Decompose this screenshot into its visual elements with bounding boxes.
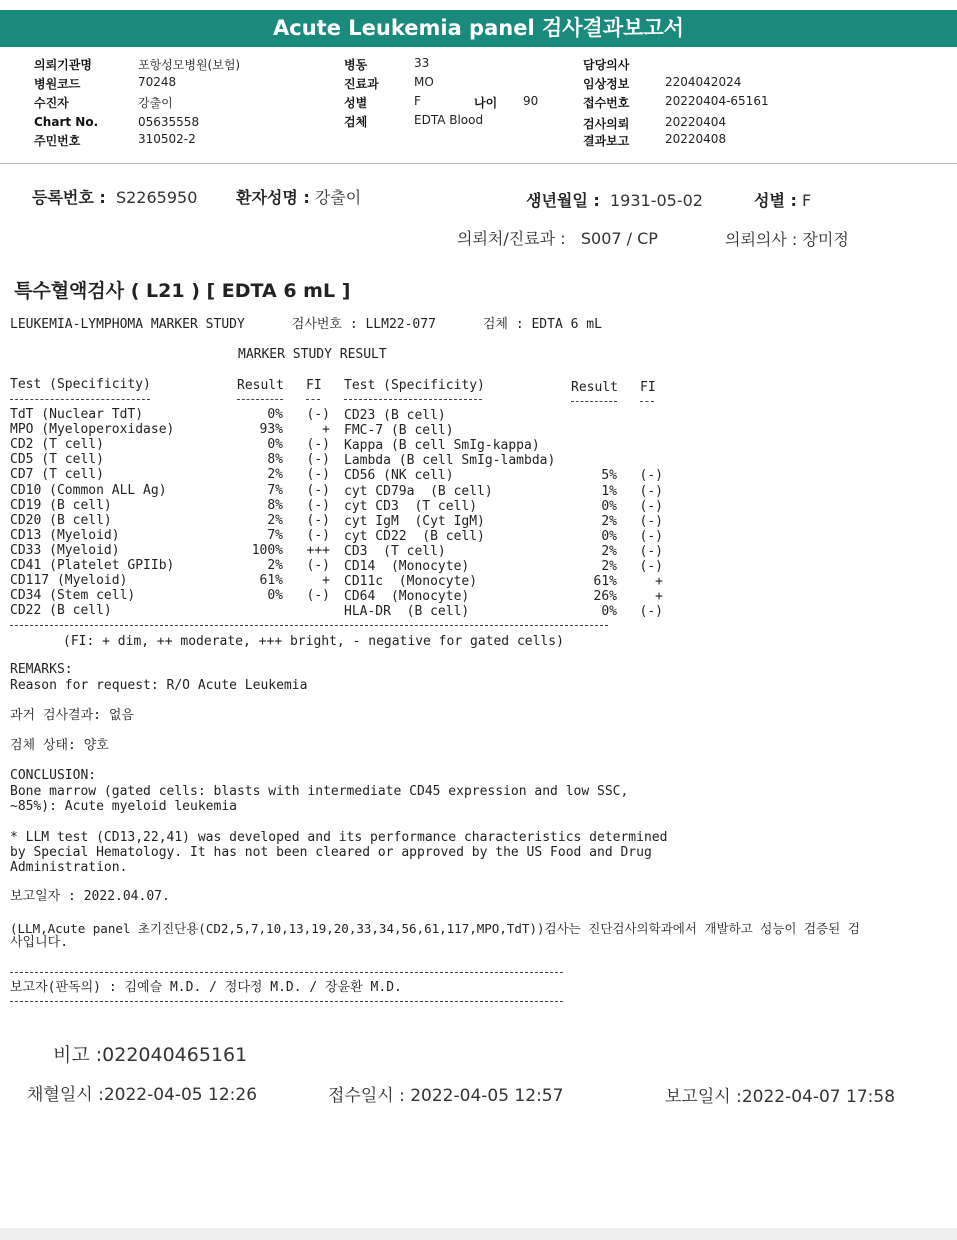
section-title: 특수혈액검사 ( L21 ) [ EDTA 6 mL ] <box>14 280 351 302</box>
result-report-value: 20220408 <box>665 132 727 146</box>
marker-result: 2% <box>601 543 617 559</box>
marker-test-name: HLA-DR (B cell) <box>344 604 470 620</box>
marker-fi: (-) <box>639 498 663 514</box>
collection-time-label: 채혈일시 : <box>27 1085 104 1105</box>
patient-name <box>236 185 361 208</box>
marker-test-name: cyt CD3 (T cell) <box>344 498 478 514</box>
marker-test-name: cyt IgM (Cyt IgM) <box>344 513 485 529</box>
receipt-time-value: 2022-04-05 12:57 <box>410 1086 564 1106</box>
marker-result: 0% <box>267 407 283 422</box>
marker-test-name: FMC-7 (B cell) <box>344 423 454 439</box>
header-underline <box>571 401 617 402</box>
marker-fi: (-) <box>306 452 330 468</box>
marker-fi: + <box>322 422 330 438</box>
order-info-header <box>0 47 957 164</box>
study-line: LEUKEMIA-LYMPHOMA MARKER STUDY 검사번호 : LLM22-077 검체 : EDTA 6 mL <box>10 317 602 332</box>
result-report-label: 결과보고 <box>583 134 630 148</box>
chart-no-label: Chart No. <box>34 115 99 129</box>
registration-no-label: 등록번호 : <box>32 188 106 207</box>
institution-value: 포항성모병원(보험) <box>138 58 241 72</box>
report-time <box>665 1082 895 1107</box>
marker-result: 7% <box>267 527 283 543</box>
marker-test-name: CD41 (Platelet GPIIb) <box>10 558 175 573</box>
table-divider <box>10 625 608 626</box>
marker-test-name: CD56 (NK cell) <box>344 468 454 484</box>
collection-time <box>27 1080 257 1105</box>
examinee-label: 수진자 <box>34 96 69 110</box>
marker-result: 2% <box>267 467 283 483</box>
memo-label: 비고 : <box>53 1044 103 1066</box>
examinee-value: 강출이 <box>138 96 173 110</box>
requesting-dept-label: 의뢰처/진료과 : <box>457 229 566 248</box>
marker-test-name: cyt CD22 (B cell) <box>344 528 485 544</box>
department-value: MO <box>414 75 434 89</box>
marker-fi: (-) <box>306 558 330 573</box>
patient-sex-value: F <box>801 191 812 210</box>
marker-fi: (-) <box>639 543 663 559</box>
birth-date <box>526 188 703 211</box>
sex-value: F <box>414 94 421 108</box>
marker-test-name: CD117 (Myeloid) <box>10 573 128 589</box>
dev-note-line-2: 사입니다. <box>10 935 69 950</box>
specimen-value: EDTA Blood <box>414 113 484 127</box>
marker-fi: (-) <box>306 437 330 453</box>
marker-result: 0% <box>601 528 617 544</box>
col-header-fi-left: FI <box>306 378 322 393</box>
marker-result: 7% <box>267 482 283 498</box>
marker-test-name: CD7 (T cell) <box>10 467 104 483</box>
marker-result: 0% <box>267 588 283 604</box>
registration-no <box>32 185 197 208</box>
birth-date-label: 생년월일 : <box>526 191 600 210</box>
header-underline <box>640 401 654 402</box>
result-heading: MARKER STUDY RESULT <box>238 347 387 362</box>
marker-test-name: CD33 (Myeloid) <box>10 542 120 558</box>
marker-result: 2% <box>601 559 617 574</box>
marker-test-name: CD10 (Common ALL Ag) <box>10 482 167 498</box>
marker-fi: + <box>322 573 330 589</box>
report-time-label: 보고일시 : <box>665 1087 742 1107</box>
requesting-doctor-value: 장미정 <box>802 230 849 249</box>
marker-fi: (-) <box>639 528 663 544</box>
requesting-doctor <box>725 227 849 250</box>
marker-test-name: TdT (Nuclear TdT) <box>10 407 144 422</box>
col-header-result-right: Result <box>571 380 618 395</box>
marker-result: 0% <box>601 604 617 620</box>
accession-no-value: 20220404-65161 <box>665 94 769 108</box>
specimen-status: 검체 상태: 양호 <box>10 738 109 753</box>
reporters: 보고자(판독의) : 김예슬 M.D. / 정다정 M.D. / 장윤환 M.D. <box>10 980 402 995</box>
requesting-dept-value: S007 / CP <box>580 229 658 248</box>
marker-test-name: Kappa (B cell SmIg-kappa) <box>344 438 540 454</box>
marker-test-name: CD20 (B cell) <box>10 512 112 528</box>
marker-result: 93% <box>259 422 283 438</box>
request-date-value: 20220404 <box>665 115 727 129</box>
header-underline <box>306 399 320 400</box>
sex-label: 성별 <box>344 96 368 110</box>
ward-label: 병동 <box>344 58 368 72</box>
marker-test-name: Lambda (B cell SmIg-lambda) <box>344 453 556 469</box>
report-date: 보고일자 : 2022.04.07. <box>10 889 170 904</box>
marker-test-name: CD13 (Myeloid) <box>10 527 120 543</box>
marker-test-name: CD5 (T cell) <box>10 452 104 468</box>
marker-result: 5% <box>601 468 617 484</box>
resident-no-value: 310502-2 <box>138 132 196 146</box>
collection-time-value: 2022-04-05 12:26 <box>103 1085 258 1105</box>
requesting-dept <box>457 226 658 249</box>
marker-result: 61% <box>259 573 283 589</box>
header-underline <box>237 399 283 400</box>
marker-test-name: CD19 (B cell) <box>10 497 112 513</box>
marker-fi: (-) <box>639 559 663 574</box>
marker-test-name: CD14 (Monocyte) <box>344 559 470 574</box>
col-header-fi-right: FI <box>640 380 656 395</box>
marker-fi: (-) <box>639 483 663 499</box>
col-header-test-right: Test (Specificity) <box>344 378 485 393</box>
marker-test-name: CD2 (T cell) <box>10 437 104 453</box>
patient-name-label: 환자성명 : <box>236 188 310 207</box>
receipt-time-label: 접수일시 : <box>328 1086 405 1106</box>
hospital-code-label: 병원코드 <box>34 77 81 91</box>
memo <box>53 1040 247 1067</box>
marker-fi: (-) <box>306 467 330 483</box>
registration-no-value: S2265950 <box>115 188 198 207</box>
department-label: 진료과 <box>344 77 379 91</box>
marker-fi: (-) <box>306 527 330 543</box>
birth-date-value: 1931-05-02 <box>609 191 703 210</box>
marker-test-name: CD22 (B cell) <box>10 603 112 619</box>
marker-result: 2% <box>601 513 617 529</box>
age-value: 90 <box>523 94 539 108</box>
marker-test-name: MPO (Myeloperoxidase) <box>10 422 175 438</box>
conclusion-line-1: Bone marrow (gated cells: blasts with intermediate CD45 expression and low SSC, <box>10 784 629 799</box>
marker-result: 0% <box>267 437 283 453</box>
clinical-info-label: 임상정보 <box>583 77 630 91</box>
marker-result: 8% <box>267 452 283 468</box>
marker-test-name: CD64 (Monocyte) <box>344 589 470 605</box>
marker-result: 0% <box>601 498 617 514</box>
header-underline <box>344 399 482 400</box>
marker-result: 1% <box>601 483 617 499</box>
note-line-2: by Special Hematology. It has not been cleared or approved by the US Food and Drug <box>10 845 652 860</box>
marker-fi: (-) <box>306 407 330 422</box>
fi-legend: (FI: + dim, ++ moderate, +++ bright, - negative for gated cells) <box>63 634 564 649</box>
past-result: 과거 검사결과: 없음 <box>10 708 134 723</box>
institution-label: 의뢰기관명 <box>34 58 92 72</box>
conclusion-label: CONCLUSION: <box>10 768 97 783</box>
marker-fi: (-) <box>306 588 330 604</box>
marker-result: 2% <box>267 558 283 573</box>
patient-sex <box>754 188 811 211</box>
marker-test-name: CD34 (Stem cell) <box>10 588 136 604</box>
marker-test-name: CD3 (T cell) <box>344 543 446 559</box>
marker-fi: + <box>655 589 663 605</box>
patient-name-value: 강출이 <box>314 188 362 207</box>
marker-test-name: CD11c (Monocyte) <box>344 574 478 590</box>
clinical-info-value: 2204042024 <box>665 75 742 89</box>
reporter-rule-bottom <box>10 1001 563 1002</box>
marker-result: 61% <box>593 574 617 590</box>
request-date-label: 검사의뢰 <box>583 117 630 131</box>
requesting-doctor-label: 의뢰의사 : <box>725 230 798 249</box>
marker-test-name: cyt CD79a (B cell) <box>344 483 493 499</box>
attending-doctor-label: 담당의사 <box>583 58 630 72</box>
marker-fi: (-) <box>639 604 663 620</box>
note-line-1: * LLM test (CD13,22,41) was developed and its performance characteristics determined <box>10 830 668 845</box>
marker-fi: +++ <box>306 542 330 558</box>
marker-fi: (-) <box>306 482 330 498</box>
reporter-rule-top <box>10 972 563 973</box>
conclusion-line-2: ~85%): Acute myeloid leukemia <box>10 799 237 814</box>
age-label: 나이 <box>474 96 498 110</box>
page-bottom-edge <box>0 1228 957 1240</box>
marker-fi: (-) <box>306 497 330 513</box>
chart-no-value: 05635558 <box>138 115 200 129</box>
marker-result: 100% <box>251 542 283 558</box>
resident-no-label: 주민번호 <box>34 134 81 148</box>
report-title: Acute Leukemia panel 검사결과보고서 <box>273 16 684 40</box>
col-header-test-left: Test (Specificity) <box>10 377 151 392</box>
specimen-label: 검체 <box>344 115 368 129</box>
marker-result: 2% <box>267 512 283 528</box>
report-title-banner <box>0 10 957 47</box>
marker-test-name: CD23 (B cell) <box>344 408 446 423</box>
remarks-text: Reason for request: R/O Acute Leukemia <box>10 678 308 693</box>
marker-fi: + <box>655 574 663 590</box>
note-line-3: Administration. <box>10 860 128 875</box>
receipt-time <box>328 1081 563 1106</box>
patient-sex-label: 성별 : <box>754 191 797 210</box>
col-header-result-left: Result <box>237 378 284 393</box>
marker-result: 26% <box>593 589 617 605</box>
dev-note-line-1: (LLM,Acute panel 초기진단용(CD2,5,7,10,13,19,20,33,34,56,61,117,MPO,TdT))검사는 진단검사의학과에서 개발하고 성능이 검증된 검 <box>10 921 860 936</box>
remarks-label: REMARKS: <box>10 662 73 677</box>
marker-fi: (-) <box>639 468 663 484</box>
header-underline <box>10 399 150 400</box>
ward-value: 33 <box>414 56 430 70</box>
marker-result: 8% <box>267 497 283 513</box>
accession-no-label: 접수번호 <box>583 96 630 110</box>
marker-fi: (-) <box>639 513 663 529</box>
hospital-code-value: 70248 <box>138 75 177 89</box>
report-time-value: 2022-04-07 17:58 <box>741 1087 896 1107</box>
memo-value: 022040465161 <box>102 1044 248 1066</box>
marker-fi: (-) <box>306 512 330 528</box>
